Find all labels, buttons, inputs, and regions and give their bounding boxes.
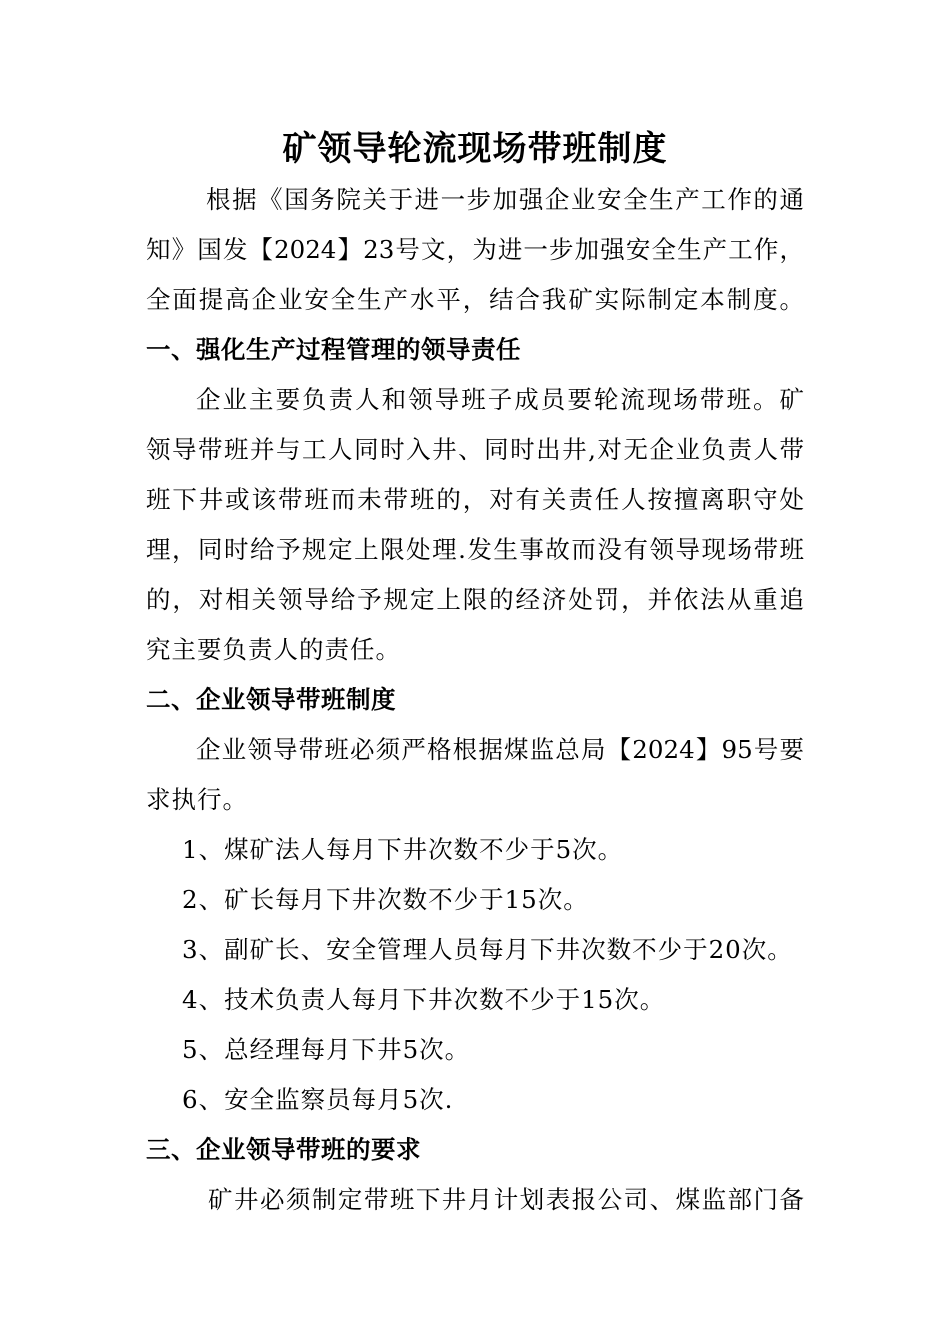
list-item: 1、煤矿法人每月下井次数不少于5次。: [182, 835, 624, 864]
section-2-heading: 二、企业领导带班制度: [146, 685, 396, 714]
list-item: 6、安全监察员每月5次.: [182, 1085, 454, 1114]
intro-line-1: 根据《国务院关于进一步加强企业安全生产工作的通: [206, 185, 804, 214]
section-1-heading: 一、强化生产过程管理的领导责任: [146, 335, 521, 364]
section-1-line-5: 的，对相关领导给予规定上限的经济处罚，并依法从重追: [146, 585, 804, 614]
section-3-heading: 三、企业领导带班的要求: [146, 1135, 421, 1164]
list-item: 5、总经理每月下井5次。: [182, 1035, 471, 1064]
section-1-line-1: 企业主要负责人和领导班子成员要轮流现场带班。矿: [196, 385, 804, 414]
intro-line-3: 全面提高企业安全生产水平，结合我矿实际制定本制度。: [146, 285, 804, 314]
section-3-line-1: 矿井必须制定带班下井月计划表报公司、煤监部门备: [208, 1185, 804, 1214]
section-2-line-2: 求执行。: [146, 785, 248, 814]
section-2-line-1: 企业领导带班必须严格根据煤监总局【2024】95号要: [196, 735, 804, 764]
section-1-line-3: 班下井或该带班而未带班的，对有关责任人按擅离职守处: [146, 485, 804, 514]
list-item: 2、矿长每月下井次数不少于15次。: [182, 885, 589, 914]
section-1-line-2: 领导带班并与工人同时入井、同时出井,对无企业负责人带: [146, 435, 804, 464]
document-title: 矿领导轮流现场带班制度: [282, 129, 668, 169]
list-item: 3、副矿长、安全管理人员每月下井次数不少于20次。: [182, 935, 793, 964]
section-1-line-6: 究主要负责人的责任。: [146, 635, 401, 664]
list-item: 4、技术负责人每月下井次数不少于15次。: [182, 985, 666, 1014]
section-1-line-4: 理，同时给予规定上限处理.发生事故而没有领导现场带班: [146, 535, 804, 564]
intro-line-2: 知》国发【2024】23号文，为进一步加强安全生产工作，: [146, 235, 804, 264]
